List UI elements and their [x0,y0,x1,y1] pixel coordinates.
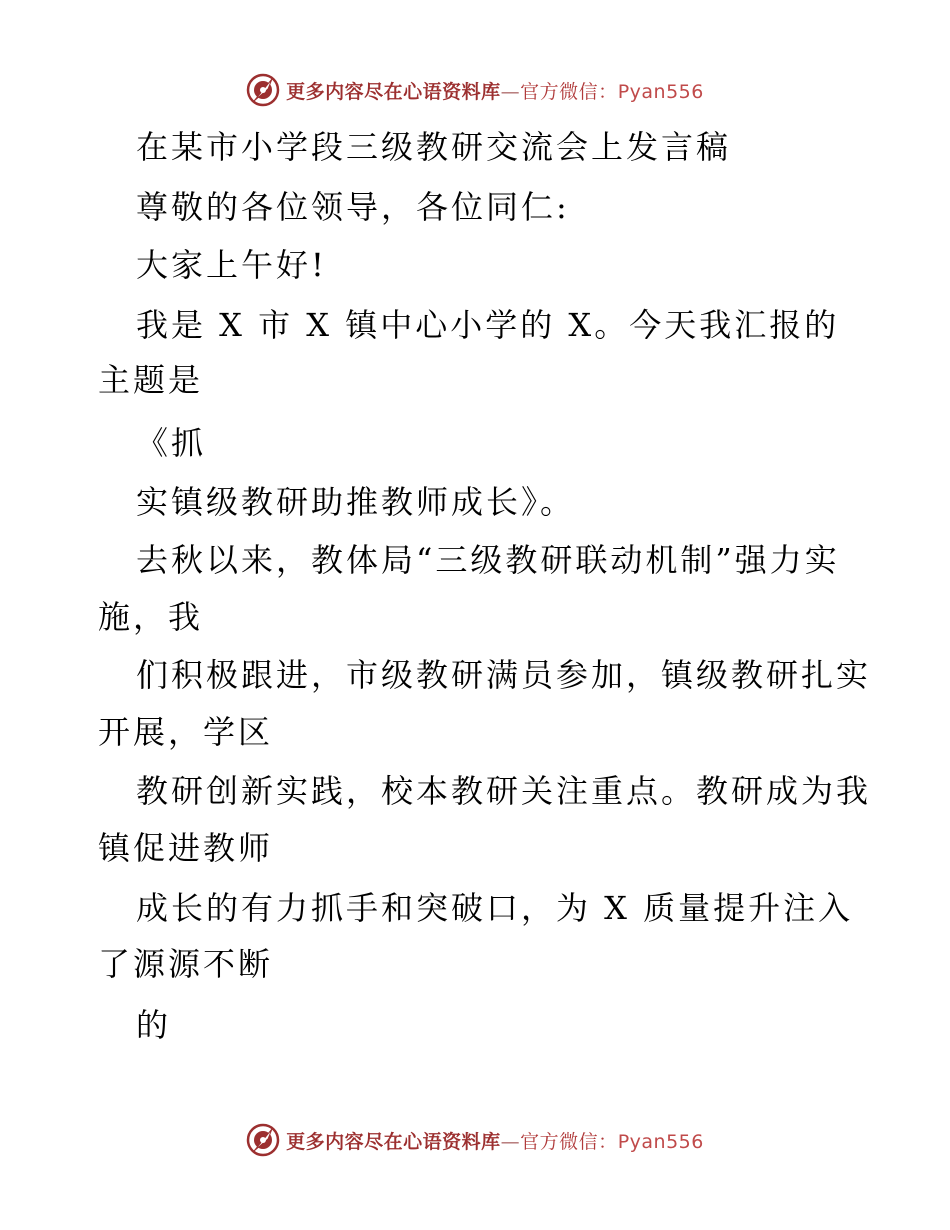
paragraph-line: 《抓 [136,424,207,462]
paragraph-line: 的 [136,1006,172,1044]
document-title: 在某市小学段三级教研交流会上发言稿 [136,128,732,166]
paragraph-line: 我是 X 市 X 镇中心小学的 X。今天我汇报的 [136,306,840,344]
paragraph-line: 教研创新实践，校本教研关注重点。教研成为我 [136,772,872,810]
salutation: 尊敬的各位领导，各位同仁: [136,188,570,226]
paragraph-line: 们积极跟进，市级教研满员参加，镇级教研扎实 [136,656,872,694]
watermark-main: 更多内容尽在心语资料库 [286,80,501,103]
watermark-footer [0,1120,950,1160]
watermark-separator: — [500,1130,521,1153]
watermark-main: 更多内容尽在心语资料库 [286,1130,501,1153]
watermark-id: Pyan556 [617,80,704,103]
paragraph-line: 成长的有力抓手和突破口，为 X 质量提升注入 [136,889,854,927]
paragraph-line: 去秋以来，教体局“三级教研联动机制”强力实 [136,541,840,579]
watermark-sub: 官方微信： [520,1130,618,1153]
watermark-sub: 官方微信： [520,80,618,103]
paragraph-line: 施，我 [98,598,204,636]
paragraph-line: 实镇级教研助推教师成长》。 [136,483,576,521]
quill-logo-icon [246,1123,280,1157]
paragraph-line: 开展，学区 [98,713,274,751]
watermark-id: Pyan556 [617,1130,704,1153]
paragraph-line: 主题是 [98,361,204,399]
watermark-separator: — [500,80,521,103]
watermark-text [286,1127,704,1154]
paragraph-line: 镇促进教师 [98,829,274,867]
greeting: 大家上午好! [136,246,327,284]
paragraph-line: 了源源不断 [98,945,274,983]
